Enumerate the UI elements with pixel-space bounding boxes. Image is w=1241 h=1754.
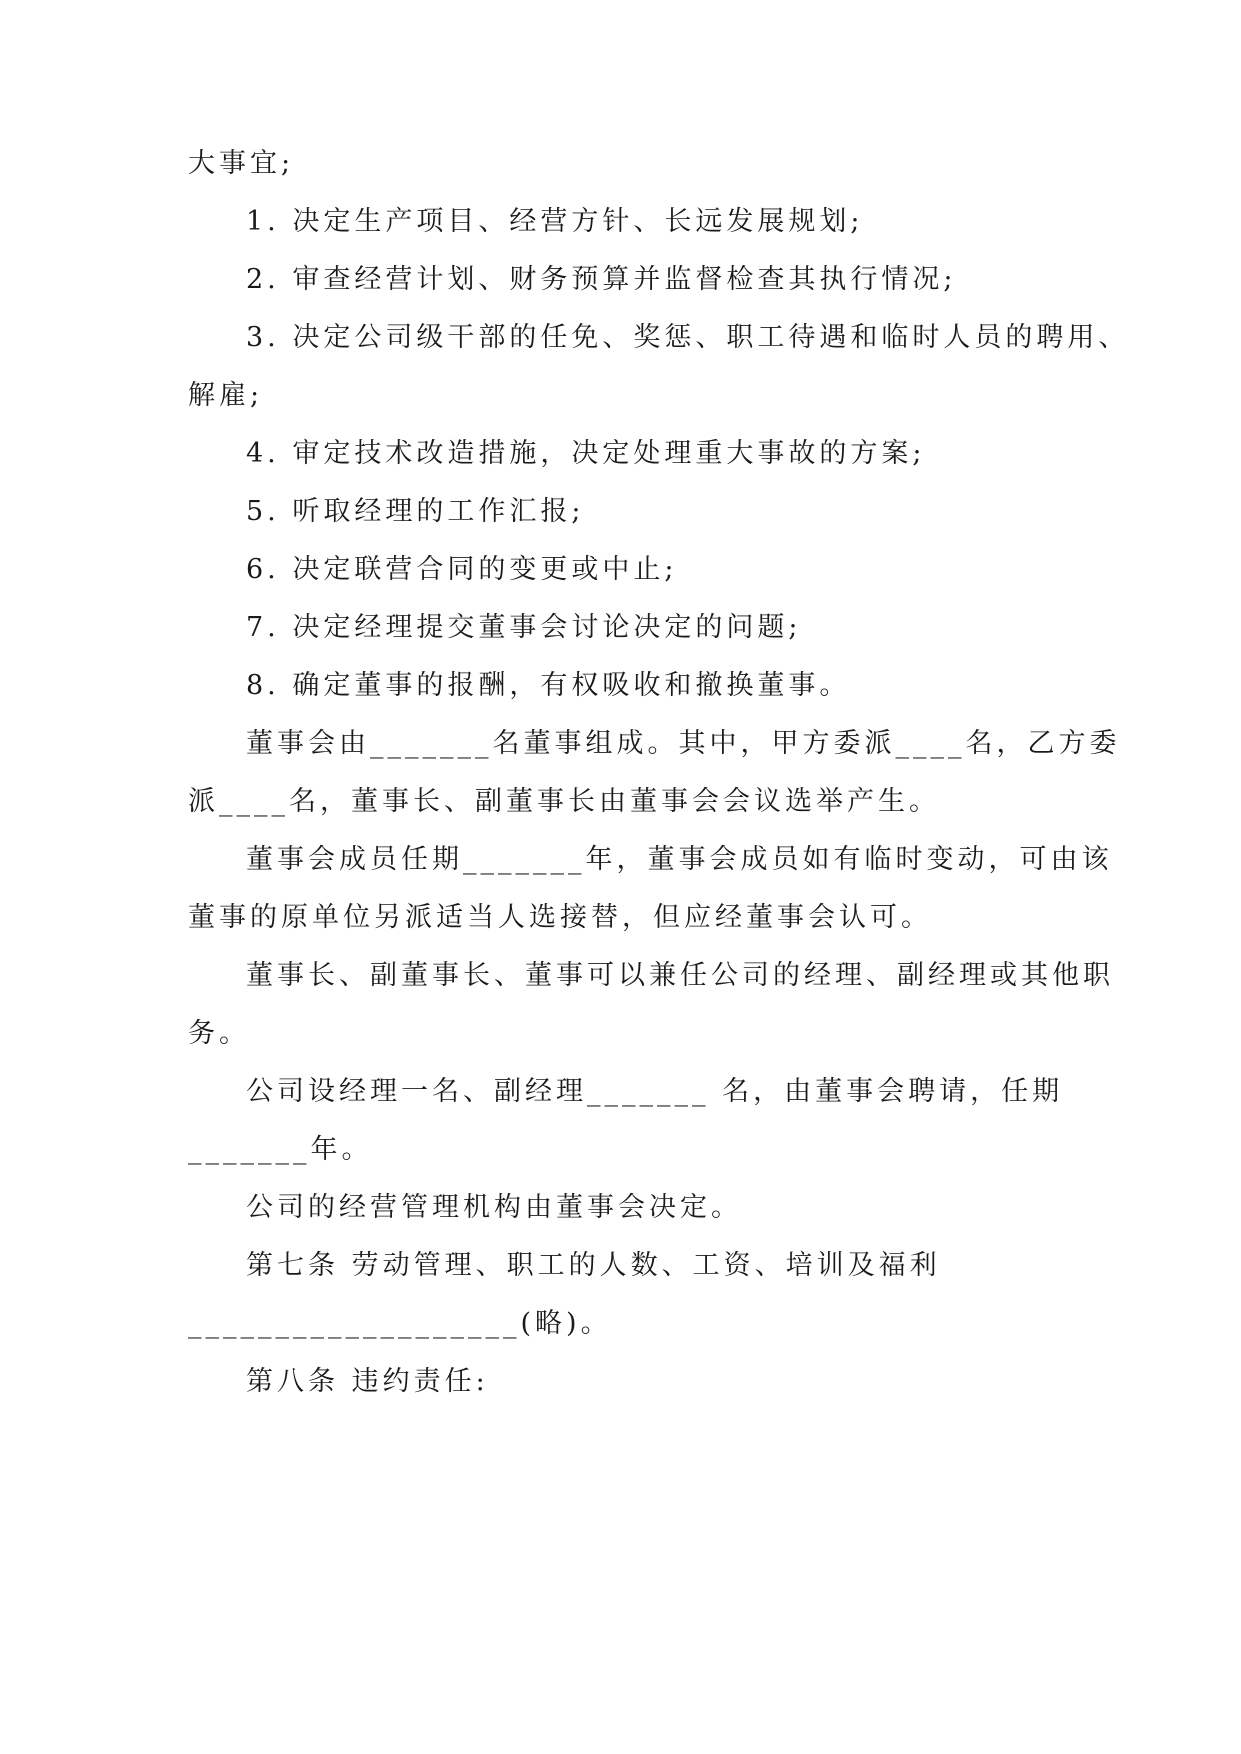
paragraph-manager: 公司设经理一名、副经理_______ 名，由董事会聘请，任期: [246, 1076, 1064, 1107]
list-item-6: 6. 决定联营合同的变更或中止;: [246, 554, 678, 585]
list-item-7: 7. 决定经理提交董事会讨论决定的问题;: [246, 612, 802, 643]
list-item-8: 8. 确定董事的报酬，有权吸收和撤换董事。: [246, 670, 851, 701]
article-8-heading: 第八条 违约责任:: [246, 1366, 489, 1397]
article-7-heading: 第七条 劳动管理、职工的人数、工资、培训及福利: [246, 1250, 941, 1281]
list-item-3: 3. 决定公司级干部的任免、奖惩、职工待遇和临时人员的聘用、: [246, 322, 1130, 353]
text-line-continuation: 大事宜;: [188, 148, 295, 179]
list-item-2: 2. 审查经营计划、财务预算并监督检查其执行情况;: [246, 264, 957, 295]
paragraph-management-structure: 公司的经营管理机构由董事会决定。: [246, 1192, 742, 1223]
paragraph-board-composition: 董事会由_______名董事组成。其中，甲方委派____名，乙方委: [246, 728, 1121, 759]
article-7-cont: ___________________(略)。: [188, 1308, 612, 1339]
paragraph-manager-cont: _______年。: [188, 1134, 373, 1165]
paragraph-concurrent-posts: 董事长、副董事长、董事可以兼任公司的经理、副经理或其他职: [246, 960, 1114, 991]
list-item-1: 1. 决定生产项目、经营方针、长远发展规划;: [246, 206, 864, 237]
paragraph-concurrent-posts-cont: 务。: [188, 1018, 250, 1049]
list-item-5: 5. 听取经理的工作汇报;: [246, 496, 585, 527]
paragraph-board-term: 董事会成员任期_______年，董事会成员如有临时变动，可由该: [246, 844, 1113, 875]
paragraph-board-term-cont: 董事的原单位另派适当人选接替，但应经董事会认可。: [188, 902, 932, 933]
list-item-4: 4. 审定技术改造措施，决定处理重大事故的方案;: [246, 438, 926, 469]
list-item-3-continuation: 解雇;: [188, 380, 264, 411]
paragraph-board-composition-cont: 派____名，董事长、副董事长由董事会会议选举产生。: [188, 786, 940, 817]
